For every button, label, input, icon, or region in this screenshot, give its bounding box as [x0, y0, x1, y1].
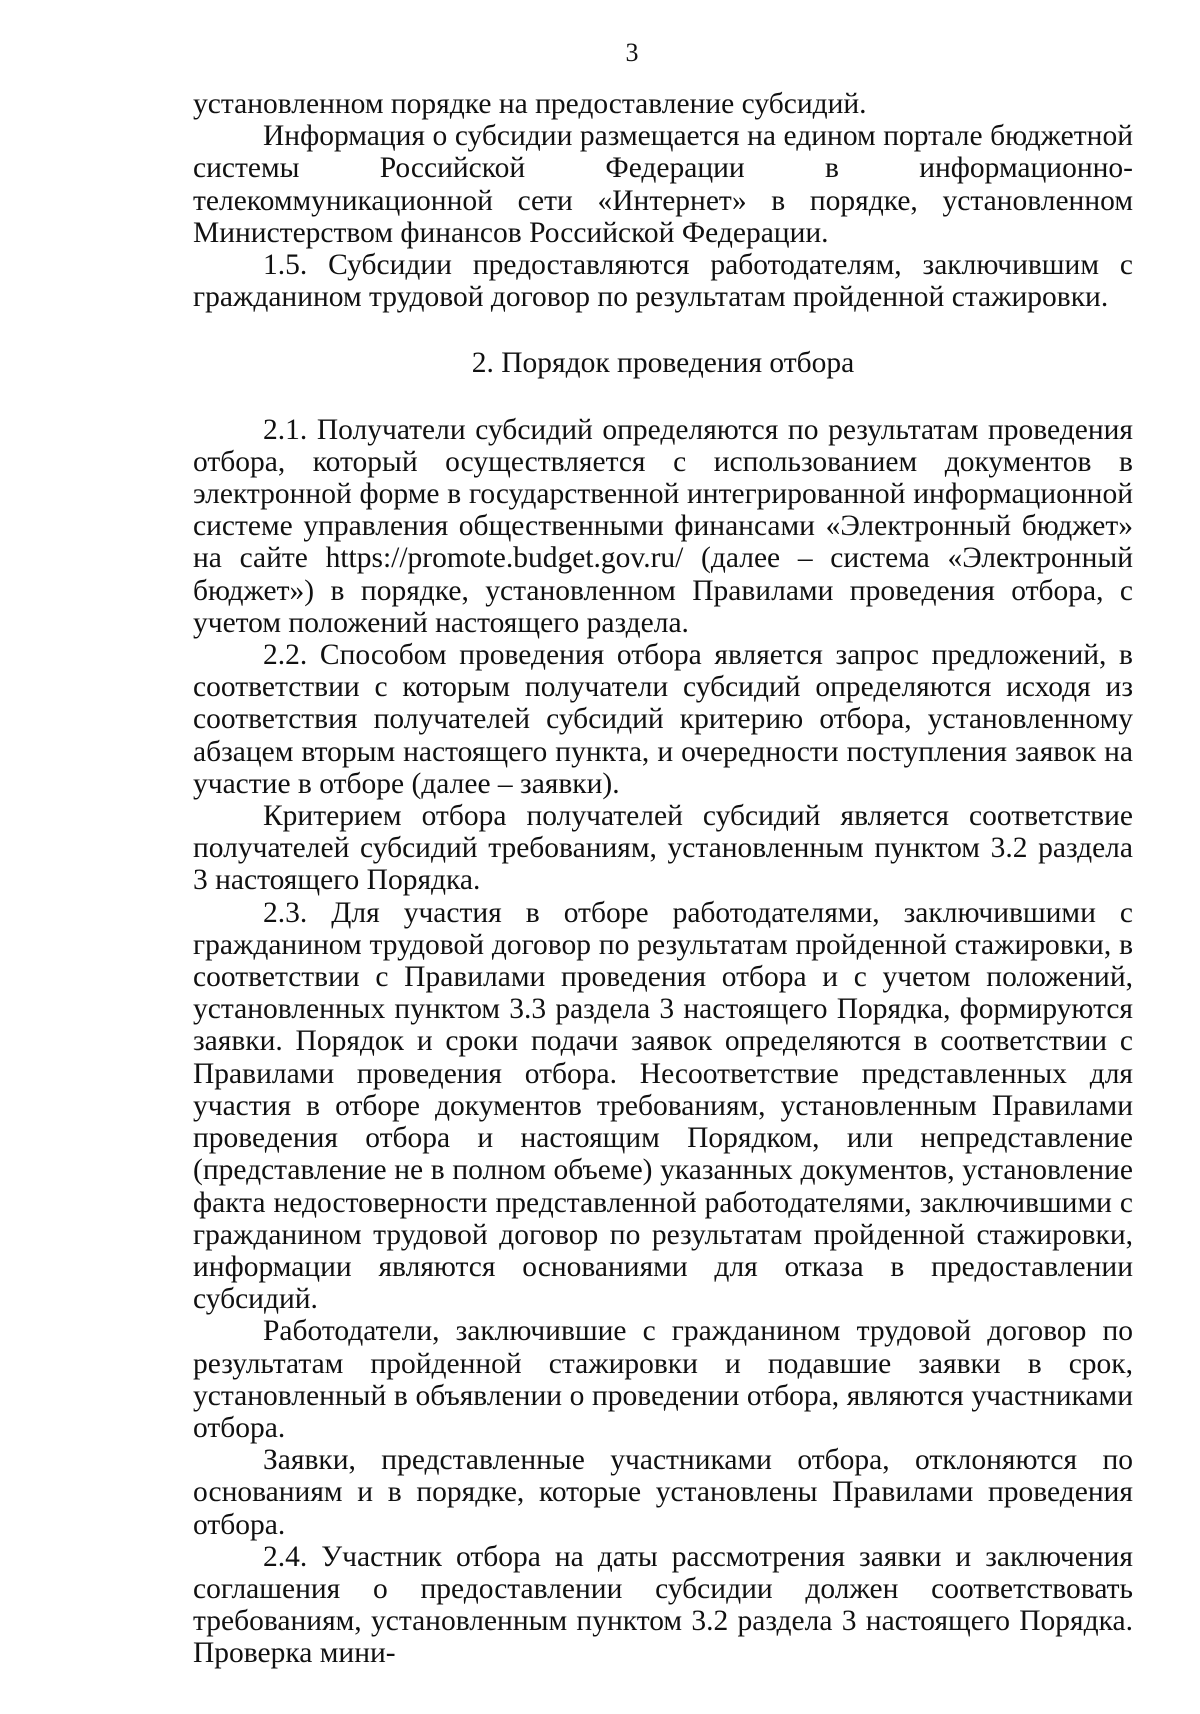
paragraph-subsidy-info: Информация о субсидии размещается на едином портале бюджетной системы Российской Федерации в информационно-телекоммуникационной сети «Интернет» в порядке, установленном Министерством финансов Российской Федерации. — [193, 120, 1133, 249]
paragraph-2-4: 2.4. Участник отбора на даты рассмотрения заявки и заключения соглашения о предоставлении субсидии должен соответствовать требованиям, установленным пунктом 3.2 раздела 3 настоящего Порядка. Проверка мини- — [193, 1540, 1133, 1670]
page-number: 3 — [625, 38, 639, 67]
paragraph-2-3: 2.3. Для участия в отборе работодателями, заключившими с гражданином трудовой договор по результатам пройденной стажировки, в соответствии с Правилами проведения отбора и с учетом положений, установленных пунктом 3.3 раздела 3 настоящего Порядка, формируются заявки. Порядок и сроки подачи заявок определяются в соответствии с Правилами проведения отбора. Несоответствие представленных для участия в отборе документов требованиям, установленным Правилами проведения отбора и настоящим Порядком, или непредставление (представление не в полном объеме) указанных документов, установление факта недостоверности представленной работодателями, заключившими с гражданином трудовой договор по результатам пройденной стажировки, информации являются основаниями для отказа в предоставлении субсидий. — [193, 896, 1133, 1316]
paragraph-1-5: 1.5. Субсидии предоставляются работодателям, заключившим с гражданином трудовой договор по результатам пройденной стажировки. — [193, 249, 1133, 314]
paragraph-2-1: 2.1. Получатели субсидий определяются по результатам проведения отбора, который осуществляется с использованием документов в электронной форме в государственной интегрированной информационной системе управления общественными финансами «Электронный бюджет» на сайте https://promote.budget.gov.ru/ (далее – система «Электронный бюджет») в порядке, установленном Правилами проведения отбора, с учетом положений настоящего раздела. — [193, 413, 1133, 639]
paragraph-selection-criterion: Критерием отбора получателей субсидий является соответствие получателей субсидий требованиям, установленным пунктом 3.2 раздела 3 настоящего Порядка. — [193, 800, 1133, 897]
paragraph-continuation: установленном порядке на предоставление субсидий. — [193, 88, 867, 120]
document-body — [193, 88, 1133, 1670]
paragraph-rejections: Заявки, представленные участниками отбора, отклоняются по основаниям и в порядке, которые установлены Правилами проведения отбора. — [193, 1444, 1133, 1541]
section-heading: 2. Порядок проведения отбора — [471, 347, 855, 380]
paragraph-participants: Работодатели, заключившие с гражданином трудовой договор по результатам пройденной стажировки и подавшие заявки в срок, установленный в объявлении о проведении отбора, являются участниками отбора. — [193, 1315, 1133, 1444]
paragraph-2-2: 2.2. Способом проведения отбора является запрос предложений, в соответствии с которым получатели субсидий определяются исходя из соответствия получателей субсидий критерию отбора, установленному абзацем вторым настоящего пункта, и очередности поступления заявок на участие в отборе (далее – заявки). — [193, 639, 1133, 800]
